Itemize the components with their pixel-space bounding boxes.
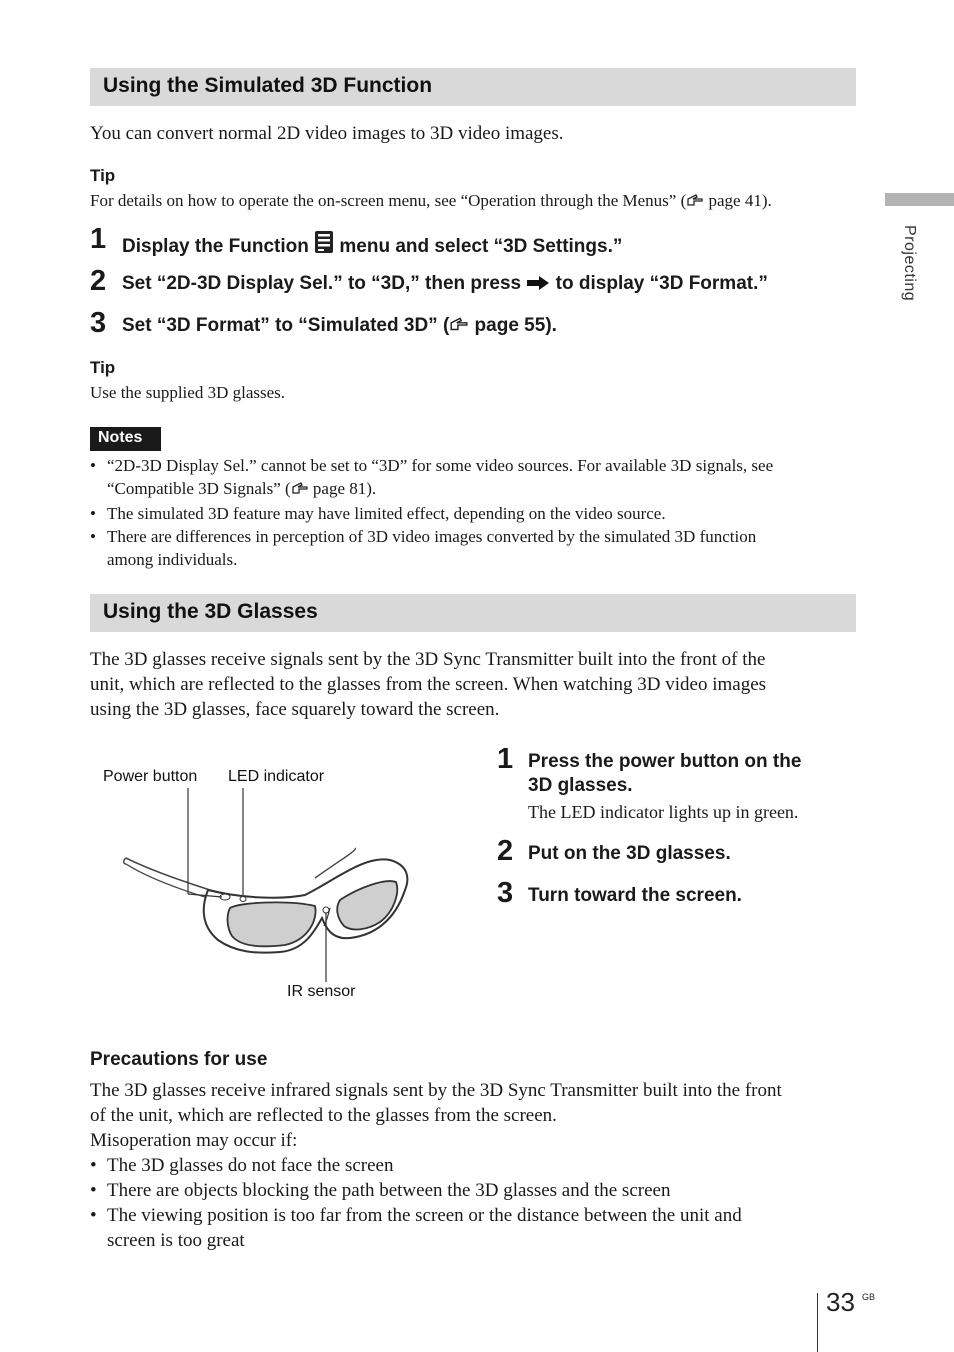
power-button-label: Power button	[103, 768, 198, 785]
page-reference-icon	[291, 479, 309, 502]
list-item: • There are objects blocking the path between the 3D glasses and the screen	[90, 1178, 870, 1203]
precautions-heading: Precautions for use	[90, 1049, 268, 1070]
step-number: 2	[90, 265, 107, 297]
page-reference-icon	[449, 316, 469, 340]
section-heading-3d-glasses	[90, 594, 856, 632]
step-2-text: Set “2D-3D Display Sel.” to “3D,” then press to display “3D Format.”	[122, 272, 768, 298]
page-reference-icon	[686, 191, 704, 214]
step-number: 1	[497, 743, 514, 775]
arrow-right-icon	[526, 274, 550, 298]
step-number: 2	[497, 835, 514, 867]
step-number: 3	[90, 307, 107, 339]
section-heading-text: Using the Simulated 3D Function	[103, 74, 433, 97]
intro-paragraph: You can convert normal 2D video images to 3D video images.	[90, 123, 564, 144]
page-number-divider	[817, 1293, 818, 1352]
tip-text: For details on how to operate the on-screen menu, see “Operation through the Menus” ( page 41).	[90, 189, 772, 214]
glasses-illustration	[90, 760, 430, 1010]
step-number: 3	[497, 877, 514, 909]
list-item: • The 3D glasses do not face the screen	[90, 1153, 870, 1178]
step-3-text: Turn toward the screen.	[528, 885, 742, 906]
tip-label: Tip	[90, 166, 116, 185]
notes-list	[90, 454, 870, 571]
function-menu-icon	[314, 230, 334, 261]
list-item: • “2D-3D Display Sel.” cannot be set to “3D” for some video sources. For available 3D signals, see “Compatible 3D Signals” ( page 81).	[90, 454, 870, 502]
ir-sensor-label: IR sensor	[287, 983, 356, 1000]
side-tab-label: Projecting	[901, 225, 918, 302]
precautions-list	[90, 1153, 870, 1253]
glasses-intro-paragraph: The 3D glasses receive signals sent by the 3D Sync Transmitter built into the front of the unit, which are reflected to the glasses from the screen. When watching 3D video images using the 3D glasses, face squarely toward the screen.	[90, 649, 767, 720]
step-1-text: Display the Function menu and select “3D Settings.”	[122, 230, 622, 261]
step-number: 1	[90, 223, 107, 255]
step-1-text: Press the power button on the 3D glasses.	[528, 751, 802, 796]
notes-badge-label: Notes	[98, 429, 143, 446]
page-number-suffix: GB	[862, 1292, 876, 1302]
section-heading-text: Using the 3D Glasses	[103, 600, 318, 623]
tip-text: Use the supplied 3D glasses.	[90, 383, 286, 402]
side-tab-marker	[885, 193, 954, 206]
precautions-paragraph: The 3D glasses receive infrared signals sent by the 3D Sync Transmitter built into the front of the unit, which are reflected to the glasses from the screen. Misoperation may occur if:	[90, 1080, 782, 1151]
notes-badge	[90, 427, 161, 451]
tip-label: Tip	[90, 358, 116, 377]
step-1-note: The LED indicator lights up in green.	[528, 802, 799, 822]
list-item: • The viewing position is too far from the screen or the distance between the unit and screen is too great	[90, 1203, 870, 1253]
step-3-text: Set “3D Format” to “Simulated 3D” ( page 55).	[122, 314, 557, 340]
led-indicator-label: LED indicator	[228, 768, 325, 785]
3d-glasses-drawing	[90, 760, 430, 1010]
step-2-text: Put on the 3D glasses.	[528, 843, 731, 864]
list-item: • There are differences in perception of 3D video images converted by the simulated 3D function among individuals.	[90, 525, 870, 571]
section-heading-simulated-3d	[90, 68, 856, 106]
list-item: • The simulated 3D feature may have limited effect, depending on the video source.	[90, 502, 870, 525]
page-number: 33	[826, 1287, 855, 1317]
